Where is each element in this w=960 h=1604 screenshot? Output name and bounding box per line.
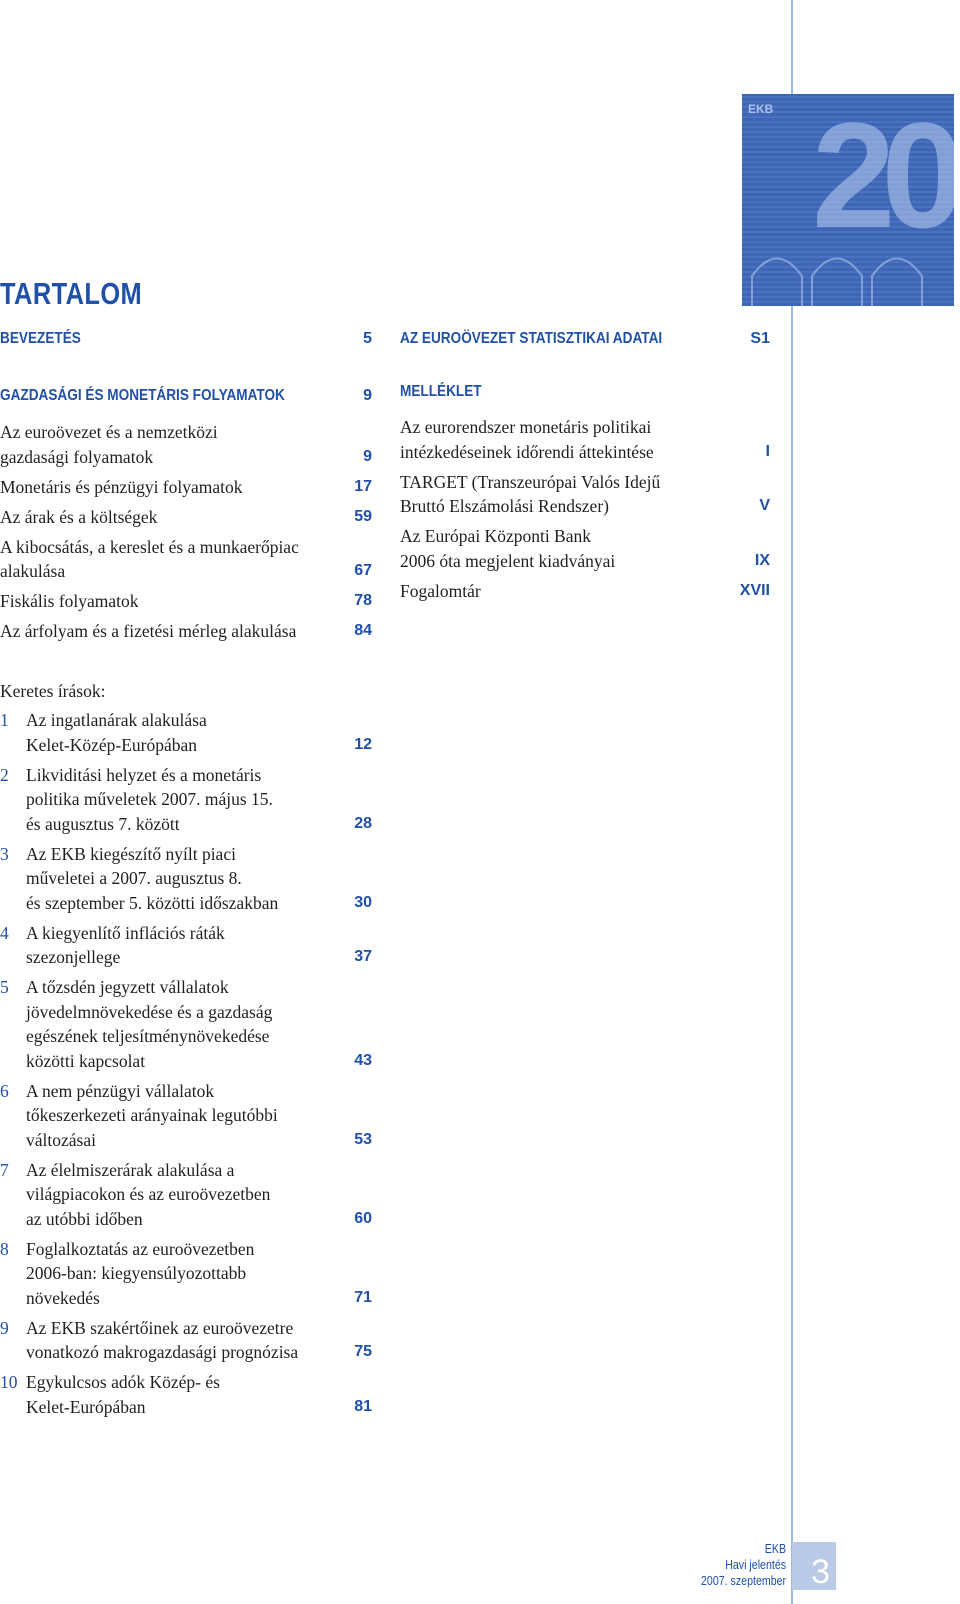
entry-page: 12 xyxy=(354,735,372,753)
entry-line: A kiegyenlítő inflációs ráták xyxy=(26,922,225,943)
entry-page: 59 xyxy=(354,507,372,525)
entry-page: 67 xyxy=(354,562,372,579)
box-number: 2 xyxy=(0,764,9,785)
entry-line: alakulása xyxy=(0,561,66,581)
entry-line: egészének teljesítménynövekedése xyxy=(26,1026,270,1046)
entry-page: 60 xyxy=(354,1209,372,1227)
stats-page: S1 xyxy=(750,330,770,347)
stats-heading: AZ EUROÖVEZET STATISZTIKAI ADATAI xyxy=(400,330,663,347)
entry-page: 78 xyxy=(354,592,372,609)
entry-page: XVII xyxy=(739,581,770,599)
entry-line: közötti kapcsolat xyxy=(26,1050,146,1071)
footer-publication: Havi jelentés xyxy=(725,1558,786,1572)
footer-date: 2007. szeptember xyxy=(700,1574,786,1588)
boxes-title: Keretes írások: xyxy=(0,681,106,701)
box-number: 8 xyxy=(0,1238,9,1259)
entry-line: politika műveletek 2007. május 15. xyxy=(26,789,273,809)
entry-line: változásai xyxy=(26,1129,96,1150)
entry-page: 37 xyxy=(354,948,372,965)
box-number: 10 xyxy=(0,1372,18,1392)
section-heading: GAZDASÁGI ÉS MONETÁRIS FOLYAMATOK xyxy=(0,387,285,404)
box-number: 6 xyxy=(0,1080,9,1101)
entry-line: A nem pénzügyi vállalatok xyxy=(26,1080,215,1101)
entry-line: Fogalomtár xyxy=(400,580,481,601)
entry-line: Az élelmiszerárak alakulása a xyxy=(26,1159,235,1180)
entry-line: Bruttó Elszámolási Rendszer) xyxy=(400,496,609,516)
box-number: 1 xyxy=(0,710,9,730)
page-footer xyxy=(701,1541,786,1589)
entry-line: Az Európai Központi Bank xyxy=(400,526,591,546)
entry-line: vonatkozó makrogazdasági prognózisa xyxy=(26,1342,299,1362)
box-number: 4 xyxy=(0,922,9,943)
entry-line: és augusztus 7. között xyxy=(26,813,180,834)
entry-page: 43 xyxy=(354,1051,372,1069)
entry-line: Az euroövezet és a nemzetközi xyxy=(0,422,218,442)
entry-line: Az árfolyam és a fizetési mérleg alakulása xyxy=(0,621,297,641)
entry-line: Foglalkoztatás az euroövezetben xyxy=(26,1238,255,1259)
entry-line: Fiskális folyamatok xyxy=(0,591,139,611)
entry-page: V xyxy=(759,497,770,514)
entry-line: A kibocsátás, a kereslet és a munkaerőpiac xyxy=(0,536,299,557)
entry-line: 2006 óta megjelent kiadványai xyxy=(400,550,616,571)
entry-line: világpiacokon és az euroövezetben xyxy=(26,1184,271,1204)
entry-page: 28 xyxy=(354,814,372,832)
entry-line: TARGET (Transzeurópai Valós Idejű xyxy=(400,471,661,492)
entry-line: gazdasági folyamatok xyxy=(0,446,154,467)
footer-org: EKB xyxy=(764,1542,786,1556)
section-page: 9 xyxy=(363,387,372,404)
entry-line: Kelet-Közép-Európában xyxy=(26,734,198,755)
euro-banknote-image xyxy=(742,94,954,306)
box-number: 9 xyxy=(0,1317,9,1338)
entry-page: IX xyxy=(754,551,770,569)
entry-page: 53 xyxy=(354,1130,372,1148)
entry-line: jövedelmnövekedése és a gazdaság xyxy=(26,1001,273,1022)
page-number: 3 xyxy=(811,1553,830,1591)
entry-line: Az EKB kiegészítő nyílt piaci xyxy=(26,843,236,864)
entry-line: Monetáris és pénzügyi folyamatok xyxy=(0,476,243,497)
entry-page: I xyxy=(765,442,770,460)
entry-line: szezonjellege xyxy=(26,947,121,967)
entry-line: Kelet-Európában xyxy=(26,1396,146,1417)
entry-line: A tőzsdén jegyzett vállalatok xyxy=(26,977,229,997)
banknote-label: EKB xyxy=(748,102,774,116)
entry-page: 84 xyxy=(354,622,372,639)
entry-page: 75 xyxy=(354,1343,372,1360)
box-number: 7 xyxy=(0,1159,9,1180)
entry-page: 17 xyxy=(354,477,372,495)
entry-page: 71 xyxy=(354,1288,372,1306)
intro-heading: BEVEZETÉS xyxy=(0,330,81,347)
entry-line: intézkedéseinek időrendi áttekintése xyxy=(400,441,654,462)
banknote-number: 20 xyxy=(812,94,951,259)
box-number: 5 xyxy=(0,977,9,997)
entry-page: 81 xyxy=(354,1397,372,1415)
entry-line: műveletei a 2007. augusztus 8. xyxy=(26,868,242,888)
entry-line: Likviditási helyzet és a monetáris xyxy=(26,764,262,785)
annex-heading: MELLÉKLET xyxy=(400,383,482,400)
entry-page: 9 xyxy=(363,447,372,465)
entry-line: Az árak és a költségek xyxy=(0,506,158,527)
entry-line: Az eurorendszer monetáris politikai xyxy=(400,417,652,437)
entry-line: az utóbbi időben xyxy=(26,1208,143,1229)
entry-line: növekedés xyxy=(26,1287,100,1308)
page-title: TARTALOM xyxy=(0,276,143,311)
entry-line: Egykulcsos adók Közép- és xyxy=(26,1372,220,1392)
entry-line: tőkeszerkezeti arányainak legutóbbi xyxy=(26,1105,278,1125)
box-number: 3 xyxy=(0,843,9,864)
intro-page: 5 xyxy=(363,330,372,347)
entry-line: Az ingatlanárak alakulása xyxy=(26,710,207,730)
entry-page: 30 xyxy=(354,893,372,911)
banknote-arch-pattern xyxy=(742,236,954,306)
entry-line: Az EKB szakértőinek az euroövezetre xyxy=(26,1317,294,1338)
entry-line: 2006-ban: kiegyensúlyozottabb xyxy=(26,1263,247,1283)
page-number-box xyxy=(792,1542,836,1590)
entry-line: és szeptember 5. közötti időszakban xyxy=(26,892,279,913)
